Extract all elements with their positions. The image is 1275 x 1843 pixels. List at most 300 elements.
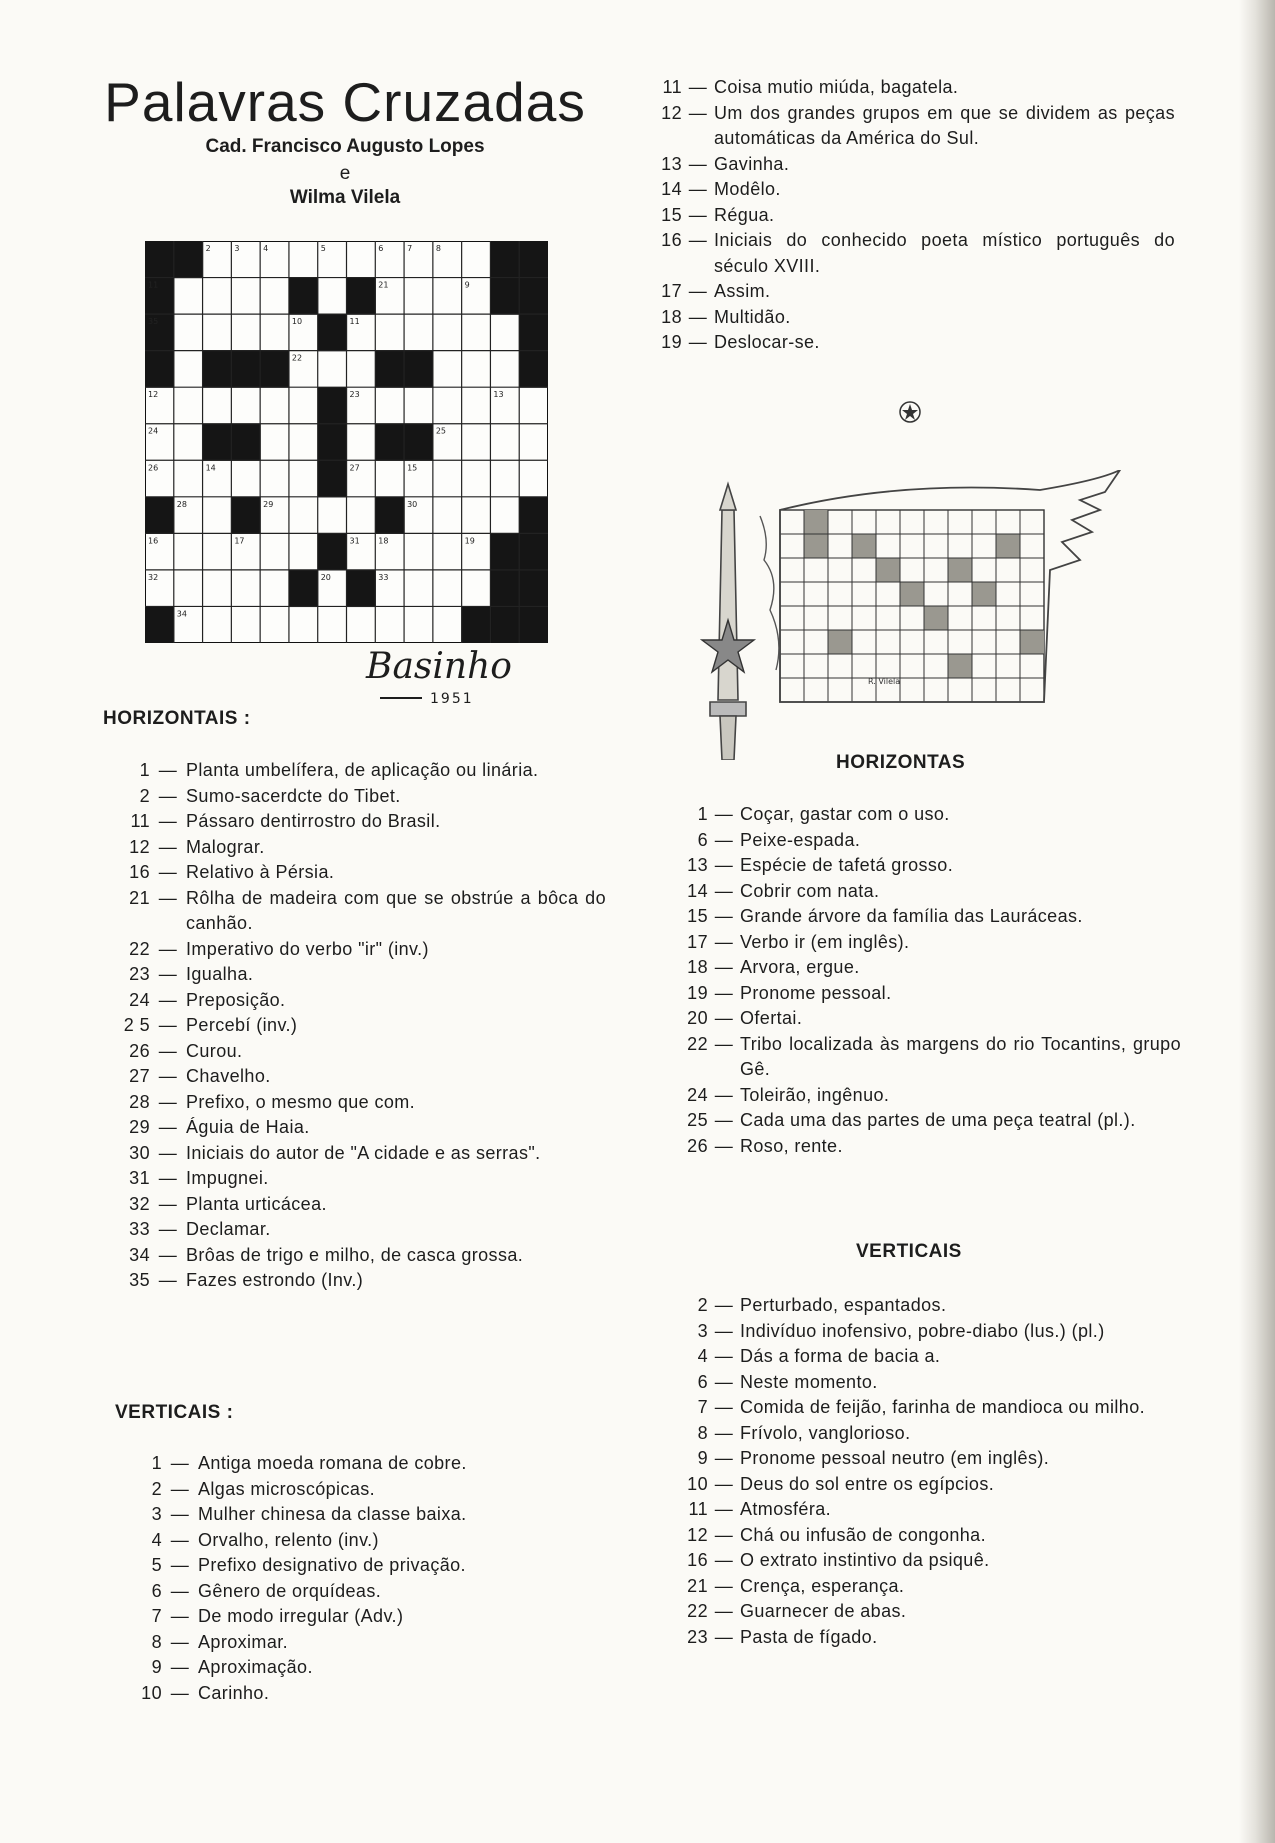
clue-number: 7 [151,1606,162,1626]
wing-shaded-cell [828,630,852,654]
sword-tip [720,484,736,510]
clue-number: 8 [151,1631,162,1652]
clue-item [676,1625,1181,1651]
clue-dash: — [714,1448,734,1468]
clue-item [106,886,606,937]
clue-number: 34 [129,1244,150,1265]
clue-text: Multidão. [714,306,791,327]
clue-item [106,809,606,835]
grid-black-square [347,278,376,315]
clue-item [676,981,1181,1007]
clue-item [676,853,1181,879]
clue-text: Prefixo designativo de privação. [198,1555,466,1575]
clue-number: 2 [139,785,150,806]
clue-item [650,152,1175,178]
grid-black-square [318,314,347,351]
sword-guard [710,702,746,716]
clue-number: 4 [697,1346,708,1366]
clue-dash: — [158,1040,178,1061]
clue-number: 26 [129,1040,150,1061]
clue-item [676,879,1181,905]
clue-number: 24 [687,1084,708,1105]
artist-signature [360,640,560,710]
clue-dash: — [688,77,708,97]
clue-number: 24 [129,989,150,1010]
clue-dash: — [714,1397,734,1417]
grid-cell-number: 25 [435,426,447,436]
clue-dash: — [714,1422,734,1443]
clue-item [106,1090,606,1116]
clue-dash: — [714,1295,734,1315]
clue-item [118,1451,584,1477]
clue-number: 10 [687,1473,708,1494]
clue-dash: — [170,1555,190,1575]
clue-dash: — [170,1478,190,1499]
clue-item [650,177,1175,203]
clue-dash: — [714,1084,734,1105]
clue-text: Arvora, ergue. [740,957,860,977]
clue-number: 11 [130,811,150,831]
grid-cell-number: 33 [378,572,389,582]
grid-black-square [519,533,548,570]
clue-item [676,1006,1181,1032]
wing-shaded-cell [1020,630,1044,654]
clue-text: Orvalho, relento (inv.) [198,1529,379,1550]
clue-dash: — [158,1142,178,1163]
clue-dash: — [688,332,708,352]
clue-dash: — [714,855,734,875]
clue-number: 2 5 [123,1015,150,1035]
clue-dash: — [170,1504,190,1524]
clue-number: 15 [661,204,682,225]
clue-dash: — [714,1575,734,1596]
clue-item [676,1548,1181,1574]
grid-black-square [375,424,404,461]
clue-dash: — [714,829,734,850]
grid-black-square [519,241,548,278]
clue-text: Brôas de trigo e milho, de casca grossa. [186,1244,524,1265]
grid-black-square [519,606,548,643]
grid-cell-number: 6 [378,244,384,253]
grid-cell-number: 9 [464,280,470,290]
clue-text: Carinho. [198,1682,270,1703]
clue-dash: — [714,1110,734,1130]
grid-cell-number: 8 [435,244,441,253]
clue-text: Guarnecer de abas. [740,1601,907,1621]
clue-text: Neste momento. [740,1371,878,1392]
grid-cell-number: 7 [407,244,413,253]
clue-dash: — [714,1008,734,1028]
heading-horizontais-2: HORIZONTAS [836,752,966,773]
clue-number: 22 [687,1033,708,1054]
clue-text: Pronome pessoal. [740,982,892,1003]
clue-item [676,1319,1181,1345]
clue-item [106,1243,606,1269]
signature-name: Basinho [366,646,512,687]
clue-text: Cada uma das partes de uma peça teatral (pl.). [740,1110,1136,1130]
clue-dash: — [158,1193,178,1214]
clue-dash: — [714,1473,734,1494]
clue-text: Águia de Haia. [186,1117,310,1137]
clue-item [676,1344,1181,1370]
clue-text: Percebí (inv.) [186,1015,298,1035]
clue-number: 20 [687,1008,708,1028]
clue-dash: — [158,1091,178,1112]
clue-number: 19 [661,332,682,352]
clue-dash: — [714,1601,734,1621]
clue-number: 12 [661,102,682,123]
clue-text: Imperativo do verbo "ir" (inv.) [186,938,429,959]
clue-item [676,802,1181,828]
grid-cell-number: 18 [378,536,389,546]
clue-number: 32 [129,1193,150,1214]
grid-black-square [462,606,491,643]
clue-text: Gavinha. [714,153,790,174]
grid-cell-number: 5 [320,244,326,253]
clue-dash: — [158,862,178,882]
clue-text: Deus do sol entre os egípcios. [740,1473,995,1494]
clue-number: 6 [697,829,708,850]
signature-drawing [360,640,560,710]
clue-number: 10 [141,1682,162,1703]
clue-dash: — [714,880,734,901]
clue-item [676,1523,1181,1549]
grid-cell-number: 11 [148,280,159,290]
grid-cell-number: 4 [263,244,269,253]
clue-dash: — [714,1033,734,1054]
clue-text: Modêlo. [714,179,781,199]
grid-cell-number: 32 [148,572,159,582]
clue-dash: — [688,204,708,225]
clue-number: 5 [151,1555,162,1575]
clue-number: 21 [129,887,150,908]
clue-item [650,228,1175,279]
clue-number: 21 [687,1575,708,1596]
clue-number: 4 [151,1529,162,1550]
clue-number: 13 [687,855,708,875]
clue-dash: — [170,1657,190,1677]
clue-number: 16 [661,230,682,250]
clue-dash: — [688,102,708,123]
grid-cell-number: 3 [234,244,240,253]
airplane-grid-svg [700,470,1130,760]
clue-item [118,1681,584,1707]
clue-text: Dás a forma de bacia a. [740,1346,941,1366]
clue-dash: — [158,1219,178,1239]
clue-item [650,330,1175,356]
clue-number: 14 [687,880,708,901]
grid-cell-number: 20 [320,572,331,582]
clue-item [650,203,1175,229]
clue-item [118,1655,584,1681]
clue-number: 1 [139,760,150,780]
clue-dash: — [714,1499,734,1519]
clue-text: Toleirão, ingênuo. [740,1084,890,1105]
clue-text: Mulher chinesa da classe baixa. [198,1504,467,1524]
clue-text: Rôlha de madeira com que se obstrúe a bôca do canhão. [186,887,606,933]
clue-item [676,1421,1181,1447]
grid-black-square [145,497,174,534]
clue-dash: — [158,1117,178,1137]
clue-number: 17 [687,931,708,952]
clue-number: 18 [687,957,708,977]
clue-item [106,1192,606,1218]
clue-number: 31 [129,1168,150,1188]
clue-item [676,1574,1181,1600]
clue-number: 23 [687,1626,708,1647]
clue-dash: — [158,964,178,984]
clue-item [118,1630,584,1656]
clue-number: 7 [697,1397,708,1417]
clue-item [676,930,1181,956]
wing-shaded-cell [948,654,972,678]
clue-item [676,1370,1181,1396]
sword-handle [720,716,736,760]
clue-number: 23 [129,964,150,984]
clue-dash: — [714,1550,734,1570]
clue-text: Algas microscópicas. [198,1478,376,1499]
clue-text: Prefixo, o mesmo que com. [186,1091,416,1112]
grid-black-square [231,497,260,534]
clue-number: 28 [129,1091,150,1112]
clue-text: Impugnei. [186,1168,269,1188]
clue-item [106,835,606,861]
clue-number: 2 [151,1478,162,1499]
grid-black-square [490,533,519,570]
clue-dash: — [714,957,734,977]
grid-black-square [145,606,174,643]
page-title: Palavras Cruzadas [104,71,586,133]
clue-number: 12 [129,836,150,857]
clue-text: Comida de feijão, farinha de mandioca ou milho. [740,1397,1146,1417]
clue-item [676,1293,1181,1319]
clue-list-verticais-1 [118,1451,584,1706]
clue-dash: — [158,938,178,959]
grid-black-square [519,570,548,607]
clue-item [118,1477,584,1503]
clue-number: 2 [697,1295,708,1315]
clue-dash: — [170,1606,190,1626]
grid-black-square [318,533,347,570]
clue-text: Roso, rente. [740,1135,843,1156]
clue-dash: — [170,1580,190,1601]
clue-dash: — [158,1244,178,1265]
clue-dash: — [158,836,178,857]
clue-text: Curou. [186,1040,243,1061]
grid-black-square [404,424,433,461]
grid-black-square [347,570,376,607]
clue-dash: — [714,982,734,1003]
clue-list-horizontais-1 [106,758,606,1294]
clue-item [106,937,606,963]
clue-text: Espécie de tafetá grosso. [740,855,954,875]
clue-dash: — [688,230,708,250]
author-1: Cad. Francisco Augusto Lopes [205,136,485,157]
clue-text: Planta umbelífera, de aplicação ou linária. [186,760,539,780]
clue-number: 1 [697,804,708,824]
clue-item [106,1166,606,1192]
grid-black-square [174,241,203,278]
clue-number: 11 [662,77,682,97]
grid-cell-number: 21 [378,280,389,290]
clue-dash: — [170,1682,190,1703]
clue-dash: — [158,1168,178,1188]
grid-cell-number: 19 [464,536,475,546]
page-edge-shadow [1239,0,1275,1843]
clue-item [106,1064,606,1090]
grid-black-square [289,278,318,315]
grid-black-square [375,497,404,534]
clue-item [106,1013,606,1039]
clue-text: Pronome pessoal neutro (em inglês). [740,1448,1050,1468]
clue-text: Assim. [714,281,771,301]
wing-shaded-cell [996,534,1020,558]
clue-number: 1 [151,1453,162,1473]
grid-black-square [145,351,174,388]
clue-dash: — [714,1626,734,1647]
clue-item [676,1083,1181,1109]
grid-black-square [203,424,232,461]
clue-item [650,75,1175,101]
clue-dash: — [158,989,178,1010]
grid-cell-number: 11 [349,317,360,327]
heading-horizontais-1: HORIZONTAIS : [103,708,251,729]
grid-cell-number: 10 [291,317,303,327]
clue-dash: — [714,906,734,926]
clue-text: Planta urticácea. [186,1193,327,1214]
clue-dash: — [158,887,178,908]
grid-black-square [203,351,232,388]
clue-text: De modo irregular (Adv.) [198,1606,404,1626]
clue-dash: — [170,1529,190,1550]
clue-dash: — [688,153,708,174]
clue-number: 19 [687,982,708,1003]
clue-number: 18 [661,306,682,327]
clue-item [106,962,606,988]
wing-grid [702,470,1120,760]
clue-number: 16 [129,862,150,882]
clue-text: Frívolo, vanglorioso. [740,1422,911,1443]
clue-list-horizontais-2 [676,802,1181,1159]
grid-cell-number: 13 [493,390,504,400]
clue-number: 35 [129,1270,150,1290]
clue-text: Chavelho. [186,1066,271,1086]
clue-number: 15 [687,906,708,926]
grid-cell-number: 14 [205,463,216,473]
clue-number: 22 [687,1601,708,1621]
clue-number: 3 [697,1320,708,1341]
grid-black-square [318,460,347,497]
signature-year: 1951 [430,691,474,707]
grid-cell-number: 27 [349,463,360,473]
grid-cell-number: 16 [148,536,159,546]
crossword-grid-svg [145,241,548,643]
clue-text: Fazes estrondo (Inv.) [186,1270,364,1290]
clue-text: Declamar. [186,1219,271,1239]
clue-dash: — [714,1524,734,1545]
clue-dash: — [714,1346,734,1366]
clue-text: Perturbado, espantados. [740,1295,947,1315]
clue-number: 11 [688,1499,708,1519]
clue-dash: — [714,804,734,824]
grid-cell-number: 26 [148,463,159,473]
wing-shaded-cell [900,582,924,606]
clue-item [106,784,606,810]
clue-item [106,1217,606,1243]
crossword-grid [145,241,548,643]
clue-text: Iniciais do autor de "A cidade e as serras". [186,1142,541,1163]
clue-number: 6 [151,1580,162,1601]
clue-dash: — [714,1371,734,1392]
grid-cell-number: 23 [349,390,360,400]
grid-black-square [519,314,548,351]
clue-text: Indivíduo inofensivo, pobre-diabo (lus.) (pl.) [740,1320,1105,1341]
clue-dash: — [158,811,178,831]
wing-shaded-cell [972,582,996,606]
clue-item [118,1579,584,1605]
grid-black-square [404,351,433,388]
grid-cell-number: 34 [176,609,187,619]
clue-item [676,828,1181,854]
heading-verticais-2: VERTICAIS [856,1241,962,1262]
clue-dash: — [158,760,178,780]
clue-number: 16 [687,1550,708,1570]
clue-item [106,758,606,784]
grid-black-square [318,387,347,424]
clue-item [676,1446,1181,1472]
clue-item [106,1115,606,1141]
grid-cell-number: 2 [205,244,211,253]
grid-black-square [519,351,548,388]
clue-list-verticais-1-continued [650,75,1175,356]
grid-black-square [145,241,174,278]
airplane-crossword-illustration [700,470,1130,760]
clue-dash: — [688,306,708,327]
clue-text: Verbo ir (em inglês). [740,931,910,952]
sword-blade [718,510,738,700]
grid-cell-number: 22 [291,353,303,363]
clue-item [106,1039,606,1065]
wing-shaded-cell [948,558,972,582]
clue-item [676,955,1181,981]
clue-text: Malograr. [186,836,265,857]
clue-number: 25 [687,1110,708,1130]
clue-text: Cobrir com nata. [740,880,880,901]
clue-item [118,1553,584,1579]
grid-cell-number: 12 [148,390,159,400]
clue-number: 8 [697,1422,708,1443]
clue-text: Ofertai. [740,1008,803,1028]
wing-root-feathers [760,516,779,670]
illustration-signature: R. Vilela [868,677,901,686]
clue-dash: — [158,1015,178,1035]
grid-cell-number: 24 [148,426,159,436]
clue-number: 27 [129,1066,150,1086]
grid-black-square [375,351,404,388]
clue-text: Peixe-espada. [740,829,861,850]
clue-dash: — [170,1453,190,1473]
clue-text: Igualha. [186,964,254,984]
wing-shaded-cell [924,606,948,630]
clue-text: Preposição. [186,989,286,1010]
clue-item [676,1134,1181,1160]
grid-black-square [260,351,289,388]
clue-text: Aproximar. [198,1631,289,1652]
clue-number: 33 [129,1219,150,1239]
clue-item [676,1395,1181,1421]
clue-number: 12 [687,1524,708,1545]
clue-text: Chá ou infusão de congonha. [740,1524,986,1545]
